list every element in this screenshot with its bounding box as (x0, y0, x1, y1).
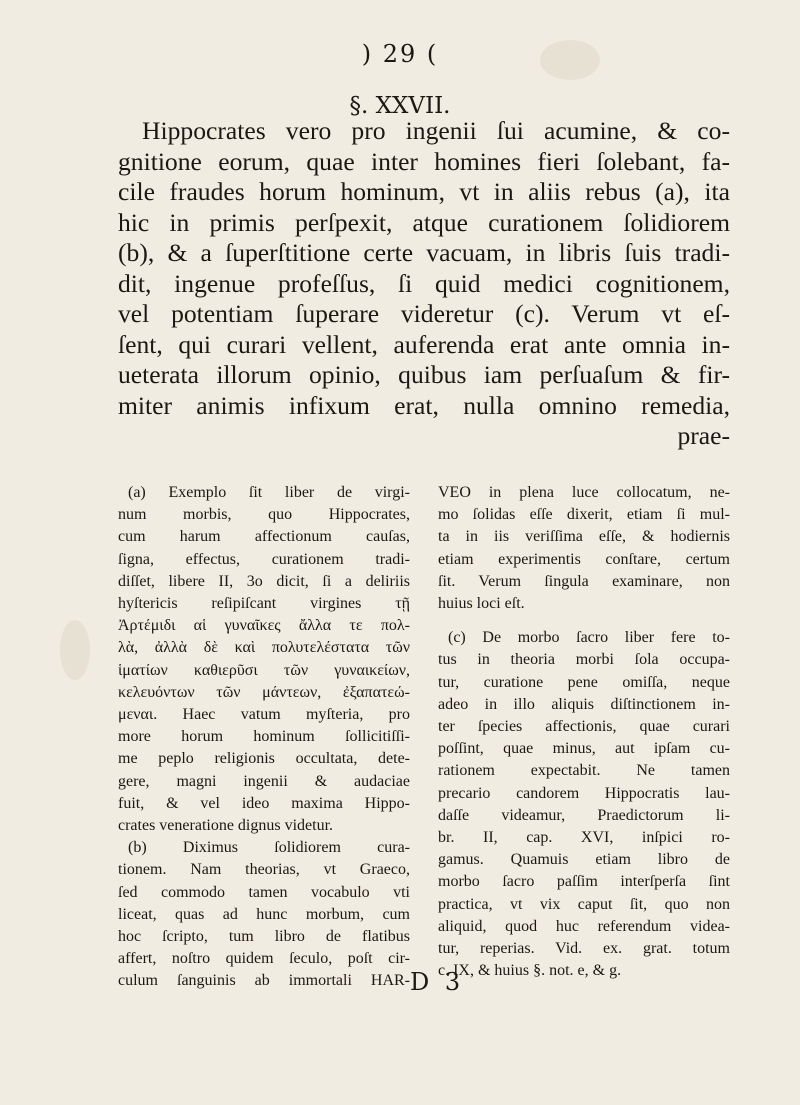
footnote-line-greek: Ἀρτέμιδι αἱ γυναῖκες ἄλλα τε πολ- (118, 617, 410, 635)
footnote-line: more horum hominum ſollicitiſſi- (118, 728, 410, 746)
footnote-line: morbo ſacro paſſim interſperſa ſint (438, 873, 730, 891)
footnote-line: precario candorem Hippocratis lau- (438, 784, 730, 802)
text-line: gnitione eorum, quae inter homines fieri ſolebant, fa- (118, 146, 730, 176)
footnote-line: practica, vt vix caput ſit, quo non (438, 895, 730, 913)
footnote-line: mo ſolidas eſſe dixerit, etiam ſi mul- (438, 506, 730, 524)
footnote-line: gamus. Quamuis etiam libro de (438, 851, 730, 869)
main-paragraph (118, 116, 730, 452)
footnote-line: affert, noſtro quidem ſeculo, poſt cir- (118, 950, 410, 968)
footnote-line: liceat, quas ad hunc morbum, cum (118, 905, 410, 923)
footnote-line-greek: ἱματίων καθιερῦσι τῶν γυναικείων, (118, 661, 410, 679)
signature-mark: D 3 (410, 968, 465, 996)
footnote-line: num morbis, quo Hippocrates, (118, 506, 410, 524)
text-line: ſent, qui curari vellent, auferenda erat ante omnia in- (118, 329, 730, 359)
footnote-line: culum ſanguinis ab immortali HAR- (118, 972, 410, 990)
text-line: dit, ingenue profeſſus, ſi quid medici cognitionem, (118, 268, 730, 298)
footnote-line: cum harum affectionum cauſas, (118, 528, 410, 546)
footnote-line: etiam experimentis conſtare, certum (438, 550, 730, 568)
footnotes-right-column (438, 482, 730, 982)
footnote-line: ſigna, effectus, curationem tradi- (118, 550, 410, 568)
footnote-line: (c) De morbo ſacro liber fere to- (448, 629, 730, 647)
footnote-line: ſit. Verum ſingula examinare, non (438, 572, 730, 590)
footnote-line: adeo in illo aliquis diſtinctionem in- (438, 695, 730, 713)
text-line: miter animis infixum erat, nulla omnino remedia, (118, 390, 730, 420)
footnote-line: ta in iis veriſſima eſſe, & hodiernis (438, 528, 730, 546)
footnote-line: rationem expectabit. Ne tamen (438, 762, 730, 780)
catchword: prae- (677, 421, 730, 450)
footnote-line: tionem. Nam theorias, vt Graeco, (118, 861, 410, 879)
footnote-line: tur, curatione pene omiſſa, neque (438, 673, 730, 691)
footnote-line: VEO in plena luce collocatum, ne- (438, 484, 730, 501)
footnote-line-greek: κελευόντων τῶν μάντεων, ἐξαπατεώ- (118, 683, 410, 701)
footnote-line: me peplo religionis occultata, dete- (118, 750, 410, 768)
text-line: (b), & a ſuperſtitione certe vacuam, in libris ſuis tradi- (118, 238, 730, 267)
footnote-gap (438, 615, 730, 627)
footnote-line: br. II, cap. XVI, inſpici ro- (438, 829, 730, 847)
paper-stain (60, 620, 90, 680)
footnote-line-greek: λὰ, ἀλλὰ δὲ καὶ πολυτελέστατα τῶν (118, 639, 410, 657)
text-line: vel potentiam ſuperare videretur (c). Verum vt eſ- (118, 299, 730, 328)
footnote-line: μεναι. Haec vatum myſteria, pro (118, 706, 410, 724)
footnote-line: daſſe videamur, Praedictorum li- (438, 806, 730, 824)
text-line: hic in primis perſpexit, atque curationem ſolidiorem (118, 207, 730, 237)
running-head: ) 29 ( (361, 40, 439, 68)
footnote-line: tus in theoria morbi ſola occupa- (438, 651, 730, 669)
text-line: cile fraudes horum hominum, vt in aliis rebus (a), ita (118, 177, 730, 206)
footnote-line: tur, reperias. Vid. ex. grat. totum (438, 940, 730, 958)
footnote-line: crates veneratione dignus videtur. (118, 817, 334, 835)
footnote-line: (b) Diximus ſolidiorem cura- (128, 839, 410, 857)
footnote-line: hoc ſcripto, tum libro de flatibus (118, 928, 410, 946)
footnotes-left-column (118, 482, 410, 993)
footnote-line: (a) Exemplo ſit liber de virgi- (128, 484, 410, 501)
footnote-line: diſſet, libere II, 3o dicit, ſi a deliriis (118, 572, 410, 590)
footnote-line: gere, magni ingenii & audaciae (118, 772, 410, 790)
footnote-line: ſed commodo tamen vocabulo vti (118, 883, 410, 901)
footnote-line: aliquid, quod huc referendum videa- (438, 917, 730, 935)
footnote-line: hyſtericis reſipiſcant virgines τῇ (118, 595, 410, 613)
footnote-line: huius loci eſt. (438, 595, 525, 613)
footnote-line: ter ſpecies affectionis, quae curari (438, 718, 730, 736)
footnote-line: poſſint, quae minus, aut ipſam cu- (438, 740, 730, 758)
text-line: ueterata illorum opinio, quibus iam perſuaſum & fir- (118, 360, 730, 389)
section-heading: §. XXVII. (349, 93, 451, 119)
footnote-line: c. IX, & huius §. not. e, & g. (438, 962, 622, 980)
footnote-line: fuit, & vel ideo maxima Hippo- (118, 794, 410, 812)
text-line: Hippocrates vero pro ingenii ſui acumine, & co- (142, 116, 730, 145)
